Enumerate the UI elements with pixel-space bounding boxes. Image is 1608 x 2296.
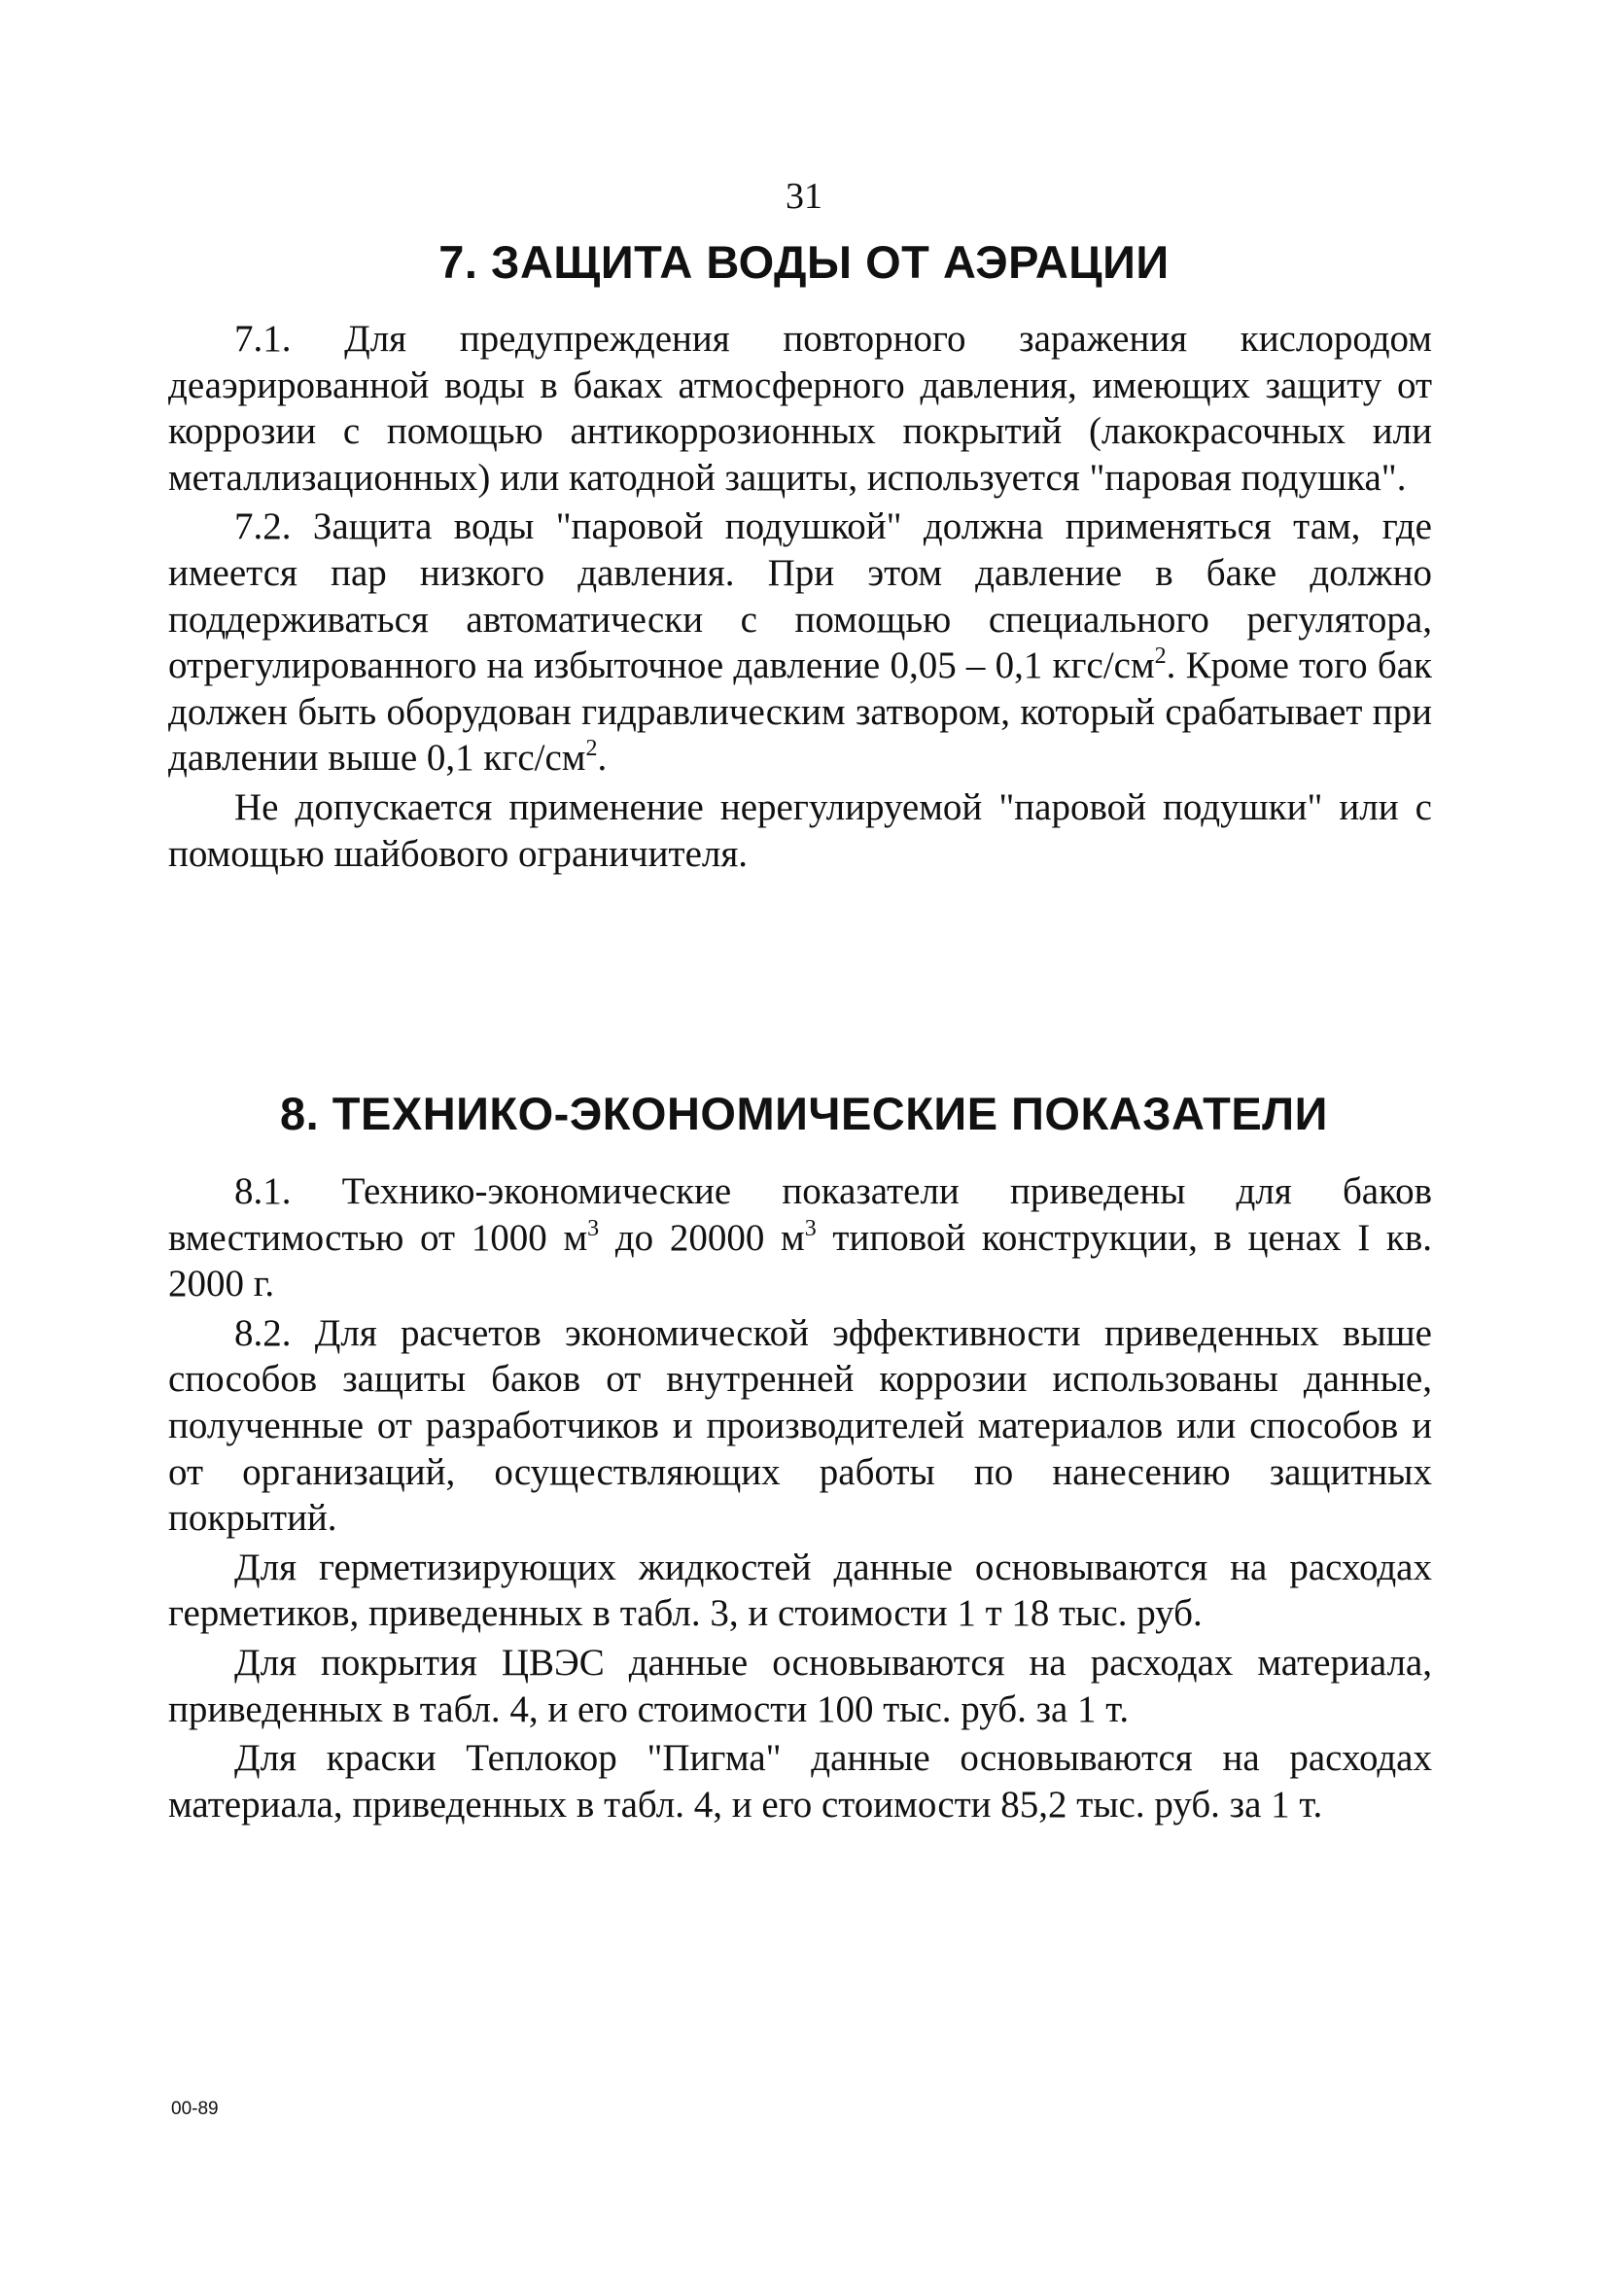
page-number: 31 [786,176,822,217]
paragraph-tsves-coating: Для покрытия ЦВЭС данные основываются на расходах материала, приведенных в табл. 4, и его стоимости 100 тыс. руб. за 1 т. [168,1641,1432,1730]
superscript: 3 [804,1215,817,1241]
paragraph-7-2-text-a: 7.2. Защита воды "паровой подушкой" должна применяться там, где имеется пар низкого давления. При этом давление в баке должно поддерживаться автоматически с помощью специального регулятора, отрегулированного на избыточное давление 0,05 – 0,1 кгс/см [168,505,1432,687]
paragraph-7-2 [168,504,1432,782]
paragraph-8-1-text-c: типовой конструкции, в ценах I кв. 2000 г. [168,1216,1432,1305]
superscript: 3 [587,1215,600,1241]
section-7-body [168,316,1432,880]
paragraph-8-1 [168,1168,1432,1307]
paragraph-sealants: Для герметизирующих жидкостей данные основываются на расходах герметиков, приведенных в табл. 3, и стоимости 1 т 18 тыс. руб. [168,1546,1432,1635]
footer-code: 00-89 [171,2099,219,2119]
paragraph-7-2-note: Не допускается применение нерегулируемой "паровой подушки" или с помощью шайбового ограничителя. [168,785,1432,875]
paragraph-7-2-text-c: . [597,737,608,780]
paragraph-7-1: 7.1. Для предупреждения повторного заражения кислородом деаэрированной воды в баках атмосферного давления, имеющих защиту от коррозии с помощью антикоррозионных покрытий (лакокрасочных или металлизационных) или катодной защиты, используется "паровая подушка". [168,318,1432,499]
superscript: 2 [585,736,598,762]
section-8-heading: 8. ТЕХНИКО-ЭКОНОМИЧЕСКИЕ ПОКАЗАТЕЛИ [280,1088,1328,1139]
paragraph-8-2: 8.2. Для расчетов экономической эффективности приведенных выше способов защиты баков от внутренней коррозии использованы данные, полученные от разработчиков и производителей материалов или способов и от организаций, осуществляющих работы по нанесению защитных покрытий. [168,1311,1432,1540]
paragraph-teplokor-paint: Для краски Теплокор "Пигма" данные основываются на расходах материала, приведенных в табл. 4, и его стоимости 85,2 тыс. руб. за 1 т. [168,1737,1432,1826]
paragraph-8-1-text-a: 8.1. Технико-экономические показатели приведены для баков вместимостью от 1000 м [168,1170,1432,1259]
superscript: 2 [1154,644,1167,670]
section-8-body [168,1168,1432,1830]
paragraph-8-1-text-b: до 20000 м [599,1216,805,1259]
paragraph-7-2-text-b: . Кроме того бак должен быть оборудован гидравлическим затвором, который срабатывает при давлении выше 0,1 кгс/см [168,644,1432,780]
section-7-heading: 7. ЗАЩИТА ВОДЫ ОТ АЭРАЦИИ [438,236,1170,288]
